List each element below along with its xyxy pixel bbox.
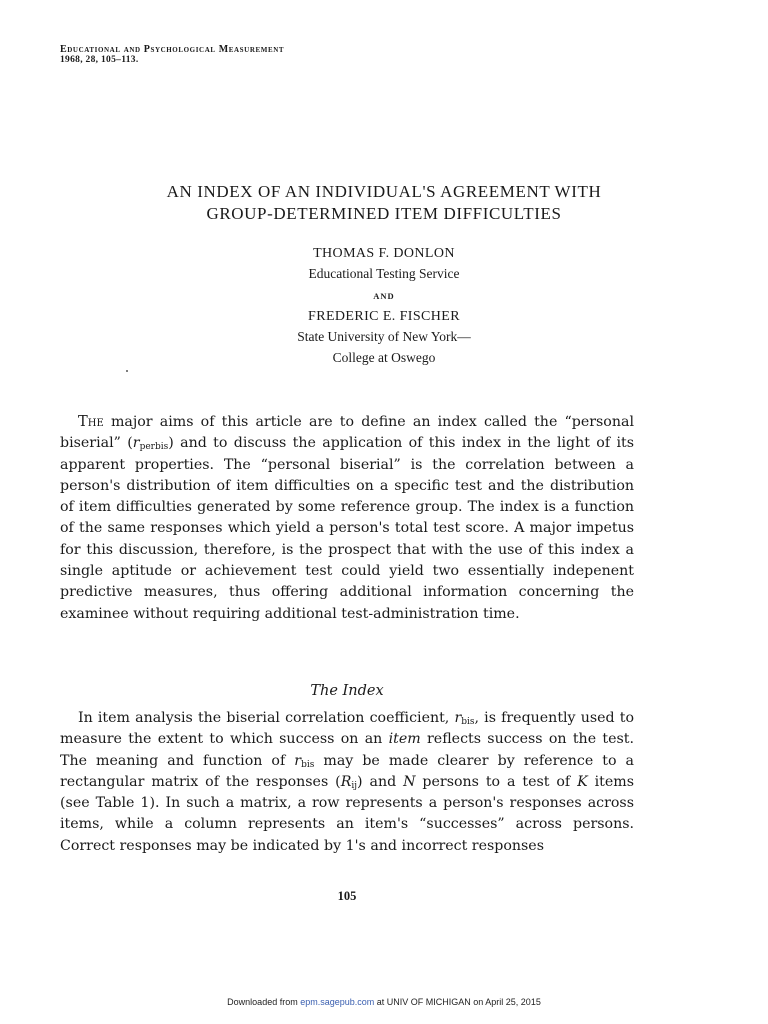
r-symbol: r [132,435,140,452]
page-number: 105 [337,889,357,903]
para2-text-2: , is frequently used to measure the extent to which success on an [60,710,634,748]
section-heading: The Index [310,683,384,699]
journal-citation: 1968, 28, 105–113. [60,55,139,65]
source-link[interactable]: epm.sagepub.com [300,997,375,1007]
author-conjunction: AND [373,291,395,301]
author-block [60,245,708,368]
download-note [0,997,768,1007]
para2-text-6: persons to a test of [415,773,578,790]
para2-text-5: ) and [357,773,404,790]
para1-text-2: ) and to discuss the application of this index in the light of its apparent properties. The “personal biserial” is the correlation between a person's distribution of item difficulties on a specific test and the distribution of item difficulties generated by some reference group. The index is a function of the same responses which yield a person's total test score. A major impetus for this discussion, therefore, is the prospect that with the use of this index a single aptitude or achievement test could yield two essentially indepenent predictive measures, thus offering additional information concerning the examinee without requiring additional test-administration time. [60,435,634,622]
r-subscript: perbis [139,442,169,453]
intro-paragraph [60,411,634,625]
r-bis-subscript: bis [461,717,475,727]
r-bis-symbol-2: r [294,752,302,769]
affiliation-1: Educational Testing Service [308,266,460,281]
title-line-1: AN INDEX OF AN INDIVIDUAL'S AGREEMENT WITH [166,182,602,201]
journal-header [60,44,380,66]
r-bis-symbol: r [454,710,462,726]
para2-text-3: reflects success on the test. The meaning and function of [60,731,634,769]
author-1: THOMAS F. DONLON [313,246,455,261]
para2-text-1: In item analysis the biserial correlation coefficient, [78,710,455,726]
r-ij-subscript: ij [351,780,358,791]
download-suffix: at UNIV OF MICHIGAN on April 25, 2015 [374,997,541,1007]
download-prefix: Downloaded from [227,997,301,1007]
para1-text-1: major aims of this article are to define an index called the “personal biserial” ( [60,414,634,452]
para2-text-7: items (see Table 1). In such a matrix, a row represents a person's responses across items, while a column represents an item's “successes” across persons. Correct responses may be indicated by 1's and incorrect responses [60,773,634,854]
scan-speck [126,370,128,372]
item-emphasis: item [388,731,421,748]
para2-text-4: may be made clearer by reference to a rectangular matrix of the responses ( [60,752,635,790]
title-line-2: GROUP-DETERMINED ITEM DIFFICULTIES [206,204,562,223]
r-bis-subscript-2: bis [301,759,315,770]
lead-word: The [78,413,104,430]
affiliation-2-line-1: State University of New York— [297,329,471,344]
author-2: FREDERIC E. FISCHER [308,309,460,324]
k-symbol: K [577,773,588,790]
journal-name: Educational and Psychological Measurement [60,44,285,55]
index-paragraph [60,708,634,857]
n-symbol: N [403,773,416,790]
article-title [60,181,708,225]
affiliation-2-line-2: College at Oswego [332,350,436,365]
r-ij-symbol: R [340,773,352,790]
